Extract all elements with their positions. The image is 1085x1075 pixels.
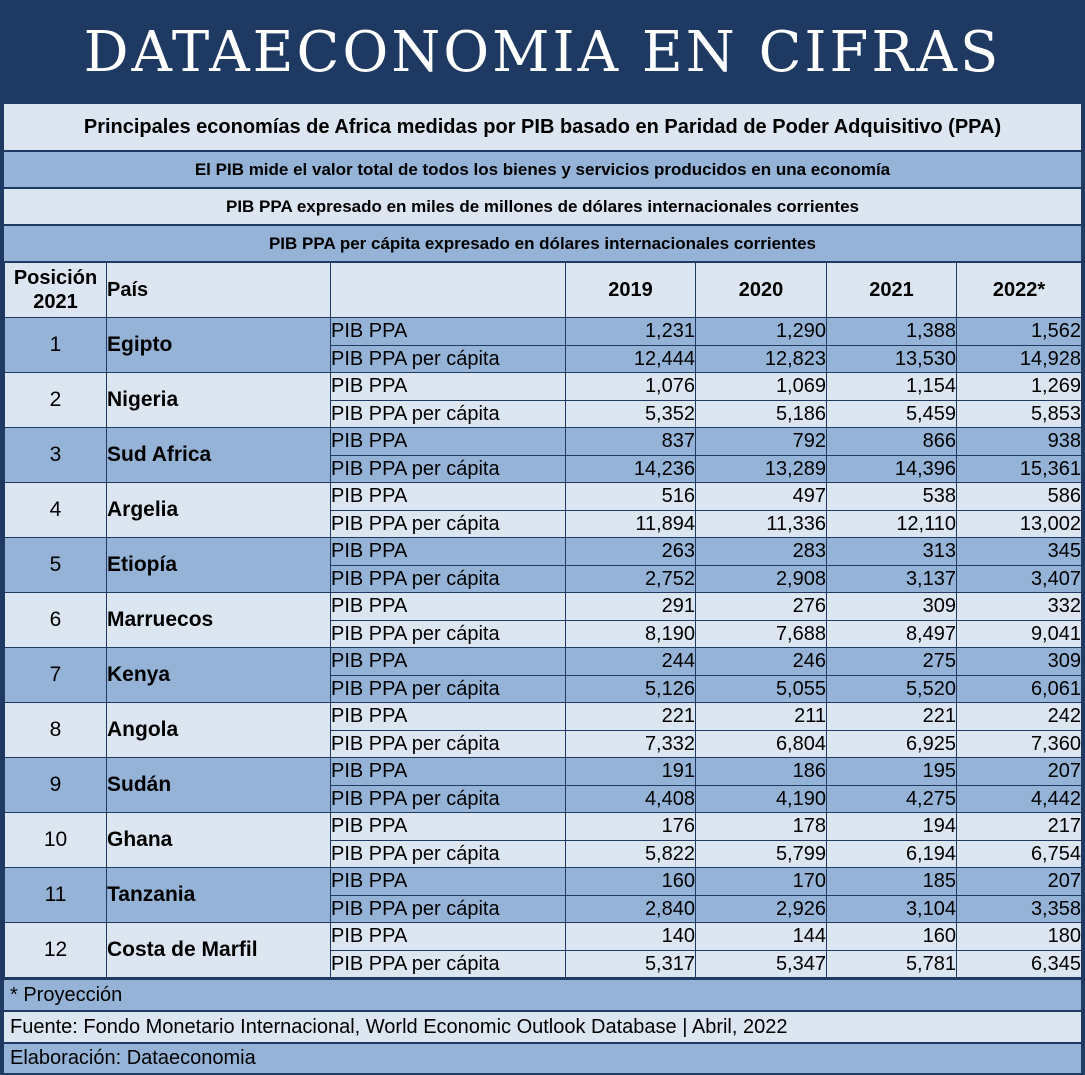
note-per-capita-units: PIB PPA per cápita expresado en dólares internacionales corrientes	[4, 226, 1081, 262]
header-year: 2019	[566, 263, 696, 318]
position-cell: 9	[5, 758, 107, 813]
position-cell: 11	[5, 868, 107, 923]
projection-note: * Proyección	[4, 980, 1081, 1011]
value-cell: 5,822	[566, 840, 696, 868]
metric-label: PIB PPA	[331, 868, 566, 896]
metric-label: PIB PPA per cápita	[331, 400, 566, 428]
value-cell: 1,231	[566, 318, 696, 346]
value-cell: 170	[696, 868, 827, 896]
source-note: Fuente: Fondo Monetario Internacional, World Economic Outlook Database | Abril, 2022	[4, 1012, 1081, 1043]
value-cell: 332	[957, 593, 1082, 621]
value-cell: 5,126	[566, 675, 696, 703]
subtitle: Principales economías de Africa medidas por PIB basado en Paridad de Poder Adquisitivo (PPA)	[4, 104, 1081, 151]
metric-label: PIB PPA per cápita	[331, 565, 566, 593]
value-cell: 5,781	[827, 950, 957, 978]
value-cell: 938	[957, 428, 1082, 456]
value-cell: 180	[957, 923, 1082, 951]
value-cell: 176	[566, 813, 696, 841]
value-cell: 221	[566, 703, 696, 731]
value-cell: 207	[957, 868, 1082, 896]
table-header-row	[5, 263, 1082, 318]
value-cell: 13,289	[696, 455, 827, 483]
value-cell: 6,925	[827, 730, 957, 758]
value-cell: 276	[696, 593, 827, 621]
table-row	[5, 373, 1082, 401]
value-cell: 3,137	[827, 565, 957, 593]
country-cell: Sud Africa	[107, 428, 331, 483]
table-row	[5, 593, 1082, 621]
header-year: 2021	[827, 263, 957, 318]
value-cell: 14,396	[827, 455, 957, 483]
metric-label: PIB PPA per cápita	[331, 950, 566, 978]
metric-label: PIB PPA	[331, 648, 566, 676]
metric-label: PIB PPA	[331, 538, 566, 566]
metric-label: PIB PPA	[331, 318, 566, 346]
metric-label: PIB PPA	[331, 758, 566, 786]
position-cell: 12	[5, 923, 107, 978]
value-cell: 263	[566, 538, 696, 566]
table-row	[5, 703, 1082, 731]
value-cell: 8,497	[827, 620, 957, 648]
header-country: País	[107, 263, 331, 318]
value-cell: 792	[696, 428, 827, 456]
value-cell: 8,190	[566, 620, 696, 648]
note-pib-definition: El PIB mide el valor total de todos los bienes y servicios producidos en una economía	[4, 152, 1081, 188]
value-cell: 221	[827, 703, 957, 731]
table-row	[5, 318, 1082, 346]
metric-label: PIB PPA	[331, 593, 566, 621]
value-cell: 7,332	[566, 730, 696, 758]
value-cell: 586	[957, 483, 1082, 511]
value-cell: 211	[696, 703, 827, 731]
page-title: DATAECONOMIA EN CIFRAS	[2, 2, 1083, 102]
value-cell: 11,336	[696, 510, 827, 538]
metric-label: PIB PPA	[331, 923, 566, 951]
country-cell: Kenya	[107, 648, 331, 703]
header-position: Posición 2021	[5, 263, 107, 318]
value-cell: 6,194	[827, 840, 957, 868]
country-cell: Argelia	[107, 483, 331, 538]
metric-label: PIB PPA per cápita	[331, 345, 566, 373]
value-cell: 160	[566, 868, 696, 896]
value-cell: 12,444	[566, 345, 696, 373]
value-cell: 5,055	[696, 675, 827, 703]
value-cell: 160	[827, 923, 957, 951]
metric-label: PIB PPA	[331, 483, 566, 511]
value-cell: 2,840	[566, 895, 696, 923]
metric-label: PIB PPA	[331, 428, 566, 456]
value-cell: 7,688	[696, 620, 827, 648]
value-cell: 3,104	[827, 895, 957, 923]
country-cell: Etiopía	[107, 538, 331, 593]
value-cell: 291	[566, 593, 696, 621]
value-cell: 1,069	[696, 373, 827, 401]
country-cell: Nigeria	[107, 373, 331, 428]
position-cell: 10	[5, 813, 107, 868]
table-row	[5, 758, 1082, 786]
metric-label: PIB PPA	[331, 703, 566, 731]
value-cell: 242	[957, 703, 1082, 731]
position-cell: 3	[5, 428, 107, 483]
metric-label: PIB PPA per cápita	[331, 620, 566, 648]
country-cell: Marruecos	[107, 593, 331, 648]
value-cell: 1,154	[827, 373, 957, 401]
value-cell: 4,275	[827, 785, 957, 813]
table-row	[5, 648, 1082, 676]
position-cell: 6	[5, 593, 107, 648]
value-cell: 12,110	[827, 510, 957, 538]
metric-label: PIB PPA per cápita	[331, 730, 566, 758]
value-cell: 1,290	[696, 318, 827, 346]
value-cell: 2,752	[566, 565, 696, 593]
country-cell: Ghana	[107, 813, 331, 868]
value-cell: 5,352	[566, 400, 696, 428]
header-year: 2022*	[957, 263, 1082, 318]
value-cell: 866	[827, 428, 957, 456]
value-cell: 1,269	[957, 373, 1082, 401]
country-cell: Egipto	[107, 318, 331, 373]
value-cell: 309	[827, 593, 957, 621]
value-cell: 5,459	[827, 400, 957, 428]
value-cell: 194	[827, 813, 957, 841]
value-cell: 4,408	[566, 785, 696, 813]
value-cell: 3,358	[957, 895, 1082, 923]
value-cell: 12,823	[696, 345, 827, 373]
value-cell: 2,926	[696, 895, 827, 923]
value-cell: 2,908	[696, 565, 827, 593]
value-cell: 186	[696, 758, 827, 786]
value-cell: 144	[696, 923, 827, 951]
position-cell: 1	[5, 318, 107, 373]
value-cell: 5,317	[566, 950, 696, 978]
value-cell: 13,002	[957, 510, 1082, 538]
header-metric	[331, 263, 566, 318]
metric-label: PIB PPA	[331, 373, 566, 401]
value-cell: 6,061	[957, 675, 1082, 703]
value-cell: 1,388	[827, 318, 957, 346]
header-year: 2020	[696, 263, 827, 318]
value-cell: 7,360	[957, 730, 1082, 758]
value-cell: 140	[566, 923, 696, 951]
value-cell: 275	[827, 648, 957, 676]
value-cell: 6,345	[957, 950, 1082, 978]
value-cell: 4,442	[957, 785, 1082, 813]
value-cell: 5,520	[827, 675, 957, 703]
table-row	[5, 923, 1082, 951]
value-cell: 246	[696, 648, 827, 676]
value-cell: 837	[566, 428, 696, 456]
value-cell: 3,407	[957, 565, 1082, 593]
value-cell: 13,530	[827, 345, 957, 373]
value-cell: 5,853	[957, 400, 1082, 428]
country-cell: Tanzania	[107, 868, 331, 923]
value-cell: 207	[957, 758, 1082, 786]
metric-label: PIB PPA per cápita	[331, 455, 566, 483]
value-cell: 313	[827, 538, 957, 566]
metric-label: PIB PPA per cápita	[331, 895, 566, 923]
value-cell: 345	[957, 538, 1082, 566]
position-cell: 8	[5, 703, 107, 758]
metric-label: PIB PPA	[331, 813, 566, 841]
credit-note: Elaboración: Dataeconomia	[4, 1044, 1081, 1073]
gdp-table	[4, 262, 1082, 978]
value-cell: 9,041	[957, 620, 1082, 648]
value-cell: 178	[696, 813, 827, 841]
value-cell: 516	[566, 483, 696, 511]
table-row	[5, 428, 1082, 456]
value-cell: 309	[957, 648, 1082, 676]
country-cell: Costa de Marfil	[107, 923, 331, 978]
value-cell: 6,804	[696, 730, 827, 758]
value-cell: 191	[566, 758, 696, 786]
value-cell: 5,186	[696, 400, 827, 428]
metric-label: PIB PPA per cápita	[331, 510, 566, 538]
metric-label: PIB PPA per cápita	[331, 785, 566, 813]
table-body	[5, 318, 1082, 978]
note-ppa-units: PIB PPA expresado en miles de millones de dólares internacionales corrientes	[4, 189, 1081, 225]
value-cell: 195	[827, 758, 957, 786]
table-row	[5, 483, 1082, 511]
value-cell: 11,894	[566, 510, 696, 538]
position-cell: 4	[5, 483, 107, 538]
value-cell: 14,236	[566, 455, 696, 483]
value-cell: 244	[566, 648, 696, 676]
value-cell: 283	[696, 538, 827, 566]
value-cell: 1,076	[566, 373, 696, 401]
value-cell: 185	[827, 868, 957, 896]
position-cell: 7	[5, 648, 107, 703]
position-cell: 2	[5, 373, 107, 428]
value-cell: 15,361	[957, 455, 1082, 483]
value-cell: 538	[827, 483, 957, 511]
metric-label: PIB PPA per cápita	[331, 840, 566, 868]
value-cell: 497	[696, 483, 827, 511]
value-cell: 217	[957, 813, 1082, 841]
table-row	[5, 868, 1082, 896]
value-cell: 1,562	[957, 318, 1082, 346]
metric-label: PIB PPA per cápita	[331, 675, 566, 703]
position-cell: 5	[5, 538, 107, 593]
table-row	[5, 538, 1082, 566]
value-cell: 4,190	[696, 785, 827, 813]
country-cell: Angola	[107, 703, 331, 758]
value-cell: 6,754	[957, 840, 1082, 868]
value-cell: 5,799	[696, 840, 827, 868]
table-row	[5, 813, 1082, 841]
country-cell: Sudán	[107, 758, 331, 813]
value-cell: 14,928	[957, 345, 1082, 373]
value-cell: 5,347	[696, 950, 827, 978]
